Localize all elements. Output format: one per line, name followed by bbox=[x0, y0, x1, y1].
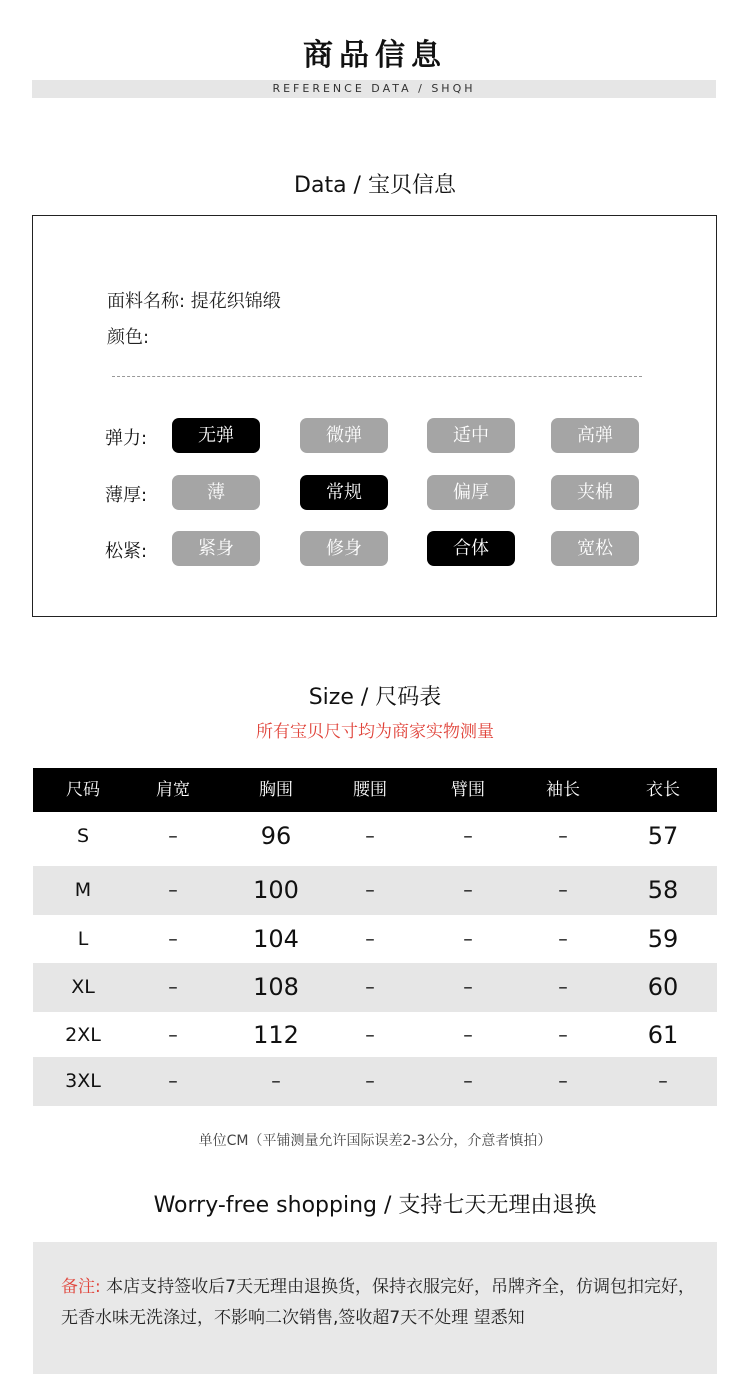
fabric-label: 面料名称: 提花织锦缎 bbox=[107, 291, 281, 312]
table-cell: – bbox=[463, 928, 473, 950]
size-subtitle: 所有宝贝尺寸均为商家实物测量 bbox=[256, 722, 494, 742]
table-cell: – bbox=[463, 1024, 473, 1046]
table-cell: – bbox=[558, 976, 568, 998]
page-title: 商品信息 bbox=[303, 38, 447, 73]
return-section-title: Worry-free shopping / 支持七天无理由退换 bbox=[153, 1193, 597, 1218]
table-row bbox=[33, 812, 717, 861]
table-cell: – bbox=[271, 1070, 281, 1092]
reference-bar: REFERENCE DATA / SHQH bbox=[32, 80, 716, 98]
table-cell: – bbox=[463, 976, 473, 998]
table-cell: – bbox=[365, 825, 375, 847]
attr-option-pill: 修身 bbox=[300, 531, 388, 566]
table-cell: – bbox=[558, 879, 568, 901]
size-table-header-cell: 胸围 bbox=[259, 780, 293, 800]
attr-option-pill: 宽松 bbox=[551, 531, 639, 566]
attr-option-pill: 无弹 bbox=[172, 418, 260, 453]
attr-row-label: 薄厚: bbox=[105, 485, 148, 506]
attr-option-pill: 偏厚 bbox=[427, 475, 515, 510]
table-cell: – bbox=[168, 879, 178, 901]
data-section-title: Data / 宝贝信息 bbox=[294, 173, 456, 198]
divider bbox=[112, 376, 642, 377]
table-cell: – bbox=[168, 1070, 178, 1092]
attr-option-pill: 合体 bbox=[427, 531, 515, 566]
attr-option-pill: 常规 bbox=[300, 475, 388, 510]
table-row bbox=[33, 915, 717, 964]
table-cell: 112 bbox=[253, 1021, 299, 1049]
table-cell: – bbox=[168, 928, 178, 950]
table-cell: 61 bbox=[647, 1021, 679, 1049]
note-text: 本店支持签收后7天无理由退换货，保持衣服完好，吊牌齐全，仿调包扣完好，无香水味无洗涤过，不影响二次销售,签收超7天不处理 望悉知 bbox=[61, 1277, 695, 1328]
size-table-header-cell: 臂围 bbox=[451, 780, 485, 800]
table-cell: – bbox=[558, 1024, 568, 1046]
unit-note: 单位CM（平铺测量允许国际误差2-3公分，介意者慎拍） bbox=[198, 1133, 552, 1149]
attr-option-pill: 夹棉 bbox=[551, 475, 639, 510]
size-table-header-cell: 腰围 bbox=[353, 780, 387, 800]
table-cell: 57 bbox=[647, 822, 679, 850]
table-cell: 100 bbox=[253, 876, 299, 904]
table-row bbox=[33, 1011, 717, 1060]
attr-option-pill: 高弹 bbox=[551, 418, 639, 453]
table-cell: 96 bbox=[260, 822, 292, 850]
table-cell: 59 bbox=[647, 925, 679, 953]
table-cell: – bbox=[463, 825, 473, 847]
size-table-header bbox=[33, 768, 717, 812]
table-cell: – bbox=[168, 1024, 178, 1046]
attr-option-pill: 微弹 bbox=[300, 418, 388, 453]
table-cell: – bbox=[463, 879, 473, 901]
table-cell: – bbox=[168, 976, 178, 998]
return-note-box bbox=[33, 1242, 717, 1374]
table-cell: – bbox=[558, 928, 568, 950]
attr-option-pill: 紧身 bbox=[172, 531, 260, 566]
table-row bbox=[33, 866, 717, 915]
table-cell: – bbox=[168, 825, 178, 847]
table-cell: 3XL bbox=[65, 1070, 101, 1092]
table-cell: 104 bbox=[253, 925, 299, 953]
attr-option-pill: 薄 bbox=[172, 475, 260, 510]
table-cell: XL bbox=[71, 976, 95, 998]
table-cell: 58 bbox=[647, 876, 679, 904]
size-section-title: Size / 尺码表 bbox=[308, 685, 442, 710]
attr-option-pill: 适中 bbox=[427, 418, 515, 453]
attr-row-label: 弹力: bbox=[105, 428, 148, 449]
table-cell: 2XL bbox=[65, 1024, 101, 1046]
table-cell: – bbox=[658, 1070, 668, 1092]
size-table-header-cell: 衣长 bbox=[646, 780, 680, 800]
table-cell: 60 bbox=[647, 973, 679, 1001]
table-cell: S bbox=[76, 825, 90, 847]
size-table-header-cell: 尺码 bbox=[66, 780, 100, 800]
table-cell: M bbox=[74, 879, 92, 901]
note-label: 备注: bbox=[61, 1277, 101, 1297]
table-cell: – bbox=[365, 1024, 375, 1046]
return-note bbox=[61, 1272, 701, 1334]
table-row bbox=[33, 1057, 717, 1106]
table-cell: – bbox=[365, 976, 375, 998]
color-label: 颜色: bbox=[107, 327, 150, 348]
table-cell: – bbox=[365, 928, 375, 950]
table-cell: – bbox=[463, 1070, 473, 1092]
table-cell: 108 bbox=[253, 973, 299, 1001]
table-cell: – bbox=[558, 1070, 568, 1092]
table-cell: – bbox=[365, 1070, 375, 1092]
table-cell: L bbox=[77, 928, 89, 950]
size-table-header-cell: 袖长 bbox=[546, 780, 580, 800]
table-cell: – bbox=[558, 825, 568, 847]
size-table-header-cell: 肩宽 bbox=[156, 780, 190, 800]
attr-row-label: 松紧: bbox=[105, 541, 148, 562]
table-row bbox=[33, 963, 717, 1012]
table-cell: – bbox=[365, 879, 375, 901]
